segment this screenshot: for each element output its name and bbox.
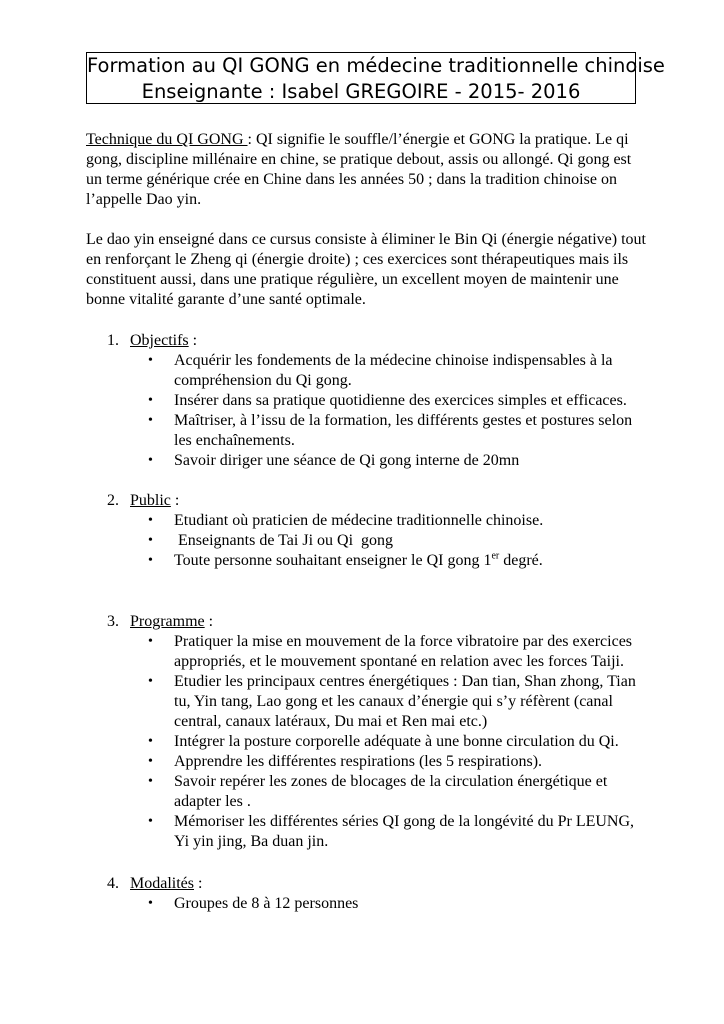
intro-paragraph xyxy=(86,130,646,210)
bullet-icon: • xyxy=(148,553,153,568)
document-body xyxy=(86,130,646,914)
section-modalites xyxy=(86,874,646,914)
public-list xyxy=(86,511,646,571)
bullet-icon: • xyxy=(148,754,153,769)
list-item: • Mémoriser les différentes séries QI gong de la longévité du Pr LEUNG, Yi yin jing, Ba duan jin. xyxy=(148,813,635,850)
bullet-icon: • xyxy=(148,413,153,428)
document-subtitle: Enseignante : Isabel GREGOIRE - 2015- 2016 xyxy=(141,80,581,103)
intro-label: Technique du QI GONG xyxy=(86,131,248,148)
document-title: Formation au QI GONG en médecine traditionnelle chinoise xyxy=(87,54,665,77)
bullet-icon: • xyxy=(148,353,153,368)
bullet-icon: • xyxy=(148,674,153,689)
bullet-icon: • xyxy=(148,533,153,548)
section-objectifs xyxy=(86,331,646,471)
section-heading: 3. Programme : xyxy=(107,613,214,630)
bullet-icon: • xyxy=(148,814,153,829)
programme-list xyxy=(86,632,646,852)
modalites-list xyxy=(86,894,646,914)
bullet-icon: • xyxy=(148,634,153,649)
list-item: • Groupes de 8 à 12 personnes xyxy=(148,895,359,912)
objectifs-list xyxy=(86,351,646,471)
intro-paragraph-2: Le dao yin enseigné dans ce cursus consiste à éliminer le Bin Qi (énergie négative) tout en renforçant le Zheng qi (énergie droite) ; ces exercices sont thérapeutiques mais ils constituent aussi, dans une pratique régulière, un excellent moyen de maintenir une bonne vitalité garante d’une santé optimale. xyxy=(86,231,646,308)
intro-text: : QI signifie le souffle/l’énergie et GONG la pratique. Le qi gong, discipline millénaire en chine, se pratique debout, assis ou allongé. Qi gong est un terme générique crée en Chine dans les années 50 ; dans la tradition chinoise on l’appelle Dao yin. xyxy=(86,131,632,208)
document-title-box xyxy=(86,52,665,104)
list-item: • Insérer dans sa pratique quotidienne des exercices simples et efficaces. xyxy=(148,392,627,409)
bullet-icon: • xyxy=(148,896,153,911)
list-item: • Toute personne souhaitant enseigner le QI gong 1er degré. xyxy=(148,550,543,569)
list-item: • Pratiquer la mise en mouvement de la force vibratoire par des exercices appropriés, et le mouvement spontané en relation avec les forces Taiji. xyxy=(148,633,633,670)
list-item: • Enseignants de Tai Ji ou Qi gong xyxy=(148,532,394,549)
bullet-icon: • xyxy=(148,774,153,789)
list-item: • Savoir repérer les zones de blocages de la circulation énergétique et adapter les . xyxy=(148,773,608,810)
list-item: • Savoir diriger une séance de Qi gong interne de 20mn xyxy=(148,452,520,469)
bullet-icon: • xyxy=(148,393,153,408)
section-public xyxy=(86,491,646,571)
list-item: • Etudier les principaux centres énergétiques : Dan tian, Shan zhong, Tian tu, Yin tang, Lao gong et les canaux d’énergie qui s’y réfèrent (canal central, canaux latéraux, Du mai et Ren mai etc.) xyxy=(148,673,636,730)
list-item: • Apprendre les différentes respirations (les 5 respirations). xyxy=(148,753,543,770)
list-item: • Maîtriser, à l’issu de la formation, les différents gestes et postures selon les enchaînements. xyxy=(148,412,633,449)
section-programme xyxy=(86,612,646,852)
bullet-icon: • xyxy=(148,734,153,749)
section-heading: 1. Objectifs : xyxy=(107,332,198,349)
bullet-icon: • xyxy=(148,513,153,528)
list-item: • Etudiant où praticien de médecine traditionnelle chinoise. xyxy=(148,512,544,529)
list-item: • Intégrer la posture corporelle adéquate à une bonne circulation du Qi. xyxy=(148,733,619,750)
section-heading: 4. Modalités : xyxy=(107,875,203,892)
list-item: • Acquérir les fondements de la médecine chinoise indispensables à la compréhension du Qi gong. xyxy=(148,352,613,389)
bullet-icon: • xyxy=(148,453,153,468)
section-heading: 2. Public : xyxy=(107,492,180,509)
